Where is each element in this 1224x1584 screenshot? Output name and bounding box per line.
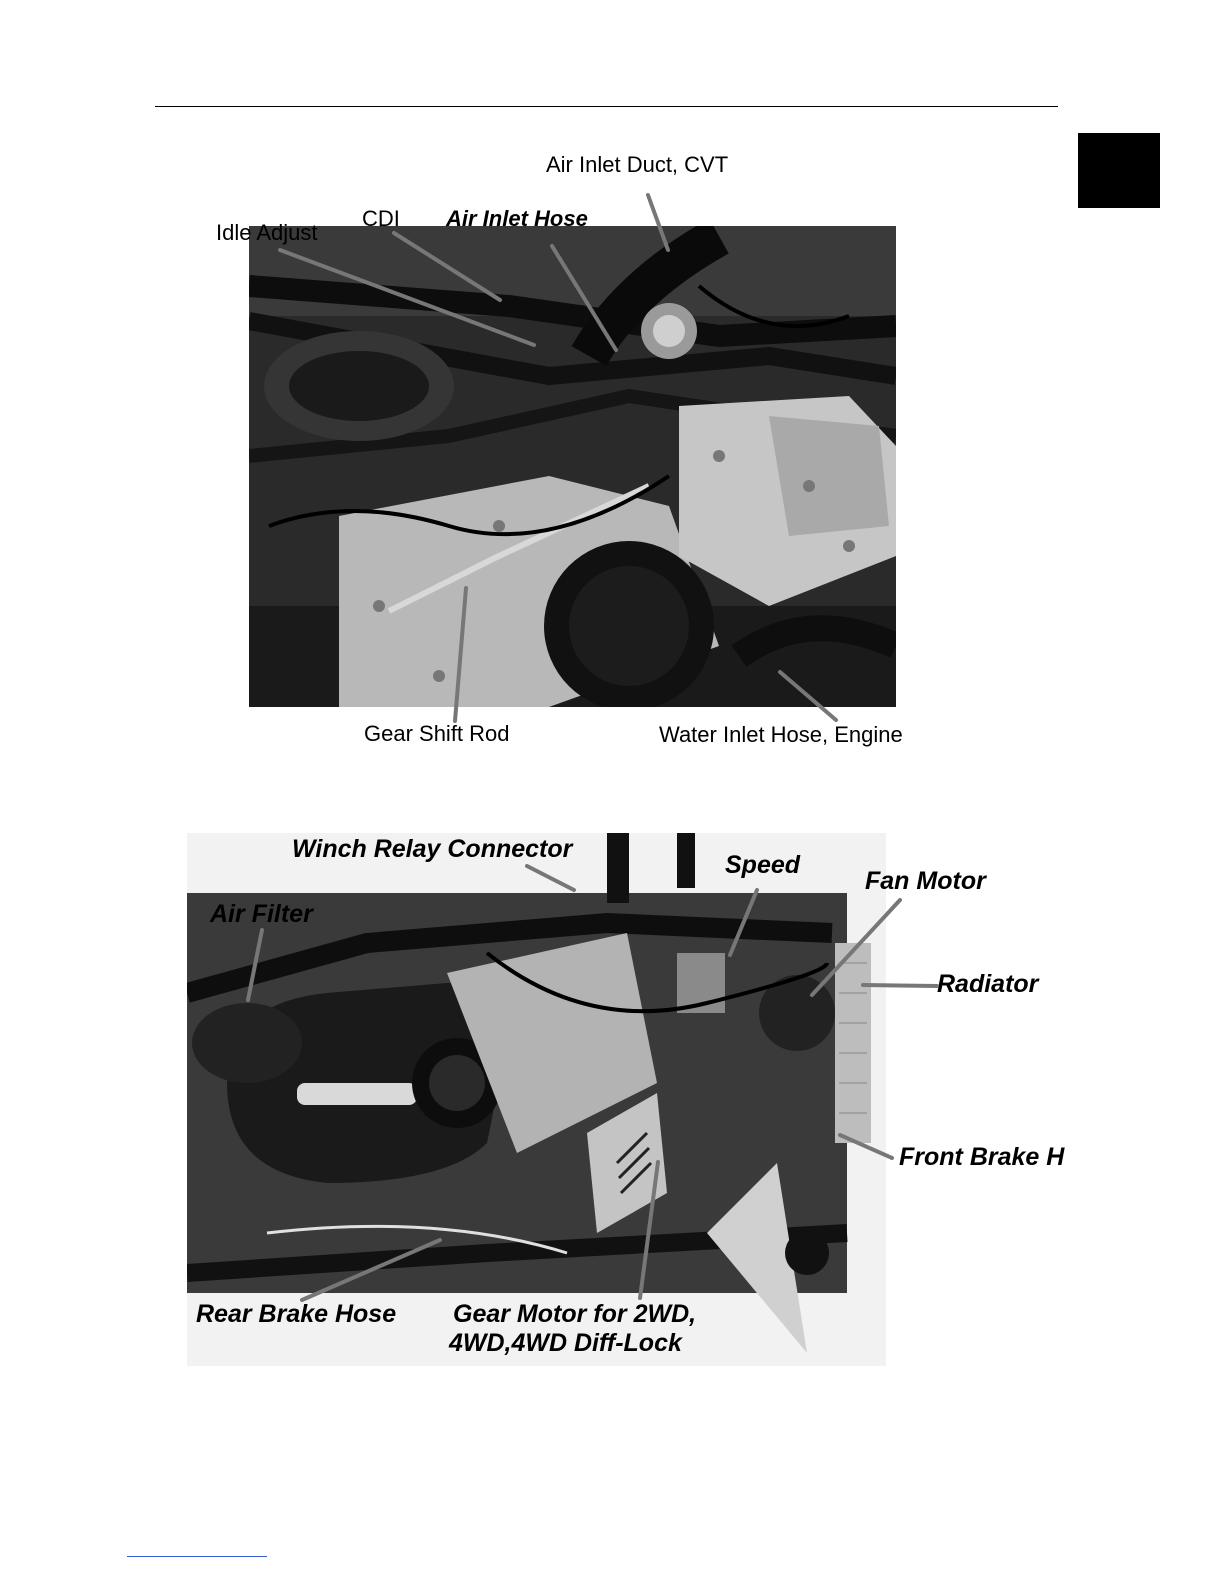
front-brake-label-clip: [899, 1142, 1073, 1174]
label-air-inlet-hose: Air Inlet Hose: [446, 206, 588, 231]
section-tab-marker: [1078, 133, 1160, 208]
label-water-inlet-hose: Water Inlet Hose, Engine: [659, 722, 903, 747]
label-gear-motor-line2: 4WD,4WD Diff-Lock: [449, 1329, 682, 1357]
label-radiator: Radiator: [937, 970, 1039, 998]
engine-photo-top: [249, 226, 896, 707]
label-speed: Speed: [725, 851, 801, 879]
label-winch-relay-connector: Winch Relay Connector: [292, 835, 573, 863]
label-cdi: CDI: [362, 206, 400, 231]
label-gear-motor-line1: Gear Motor for 2WD,: [453, 1300, 697, 1328]
label-fan-motor: Fan Motor: [865, 867, 986, 895]
label-air-inlet-duct: Air Inlet Duct, CVT: [546, 152, 729, 177]
footer-link-rule: [127, 1556, 267, 1557]
label-idle-adjust: Idle Adjust: [216, 220, 318, 245]
label-front-brake-hose: Front Brake H: [899, 1143, 1065, 1171]
label-rear-brake-hose: Rear Brake Hose: [196, 1300, 397, 1328]
header-rule: [155, 106, 1058, 107]
label-air-filter: Air Filter: [210, 900, 313, 928]
label-gear-shift-rod: Gear Shift Rod: [364, 721, 510, 746]
